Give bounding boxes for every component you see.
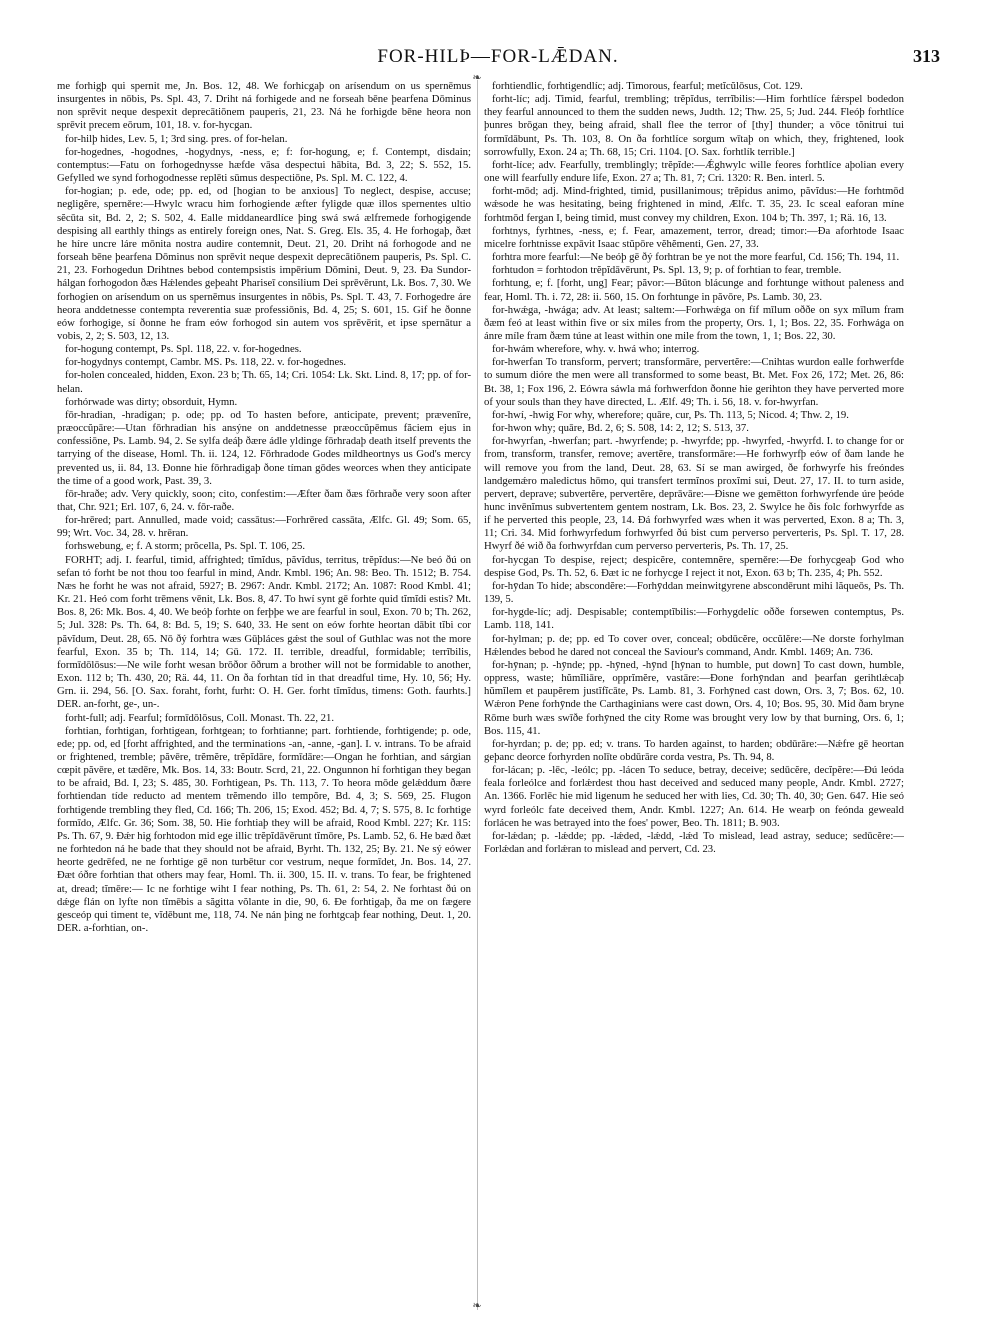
column-ornament-top-icon: ❧ — [472, 72, 482, 84]
dictionary-entry: for-hyrdan; p. de; pp. ed; v. trans. To harden against, to harden; obdūrāre:—Nǽfre gē heortan geþanc deorce forhyrden nolīte obdūrāre corda vestra, Ps. Th. 94, 8. — [484, 737, 904, 763]
dictionary-entry: for-hilþ hides, Lev. 5, 1; 3rd sing. pres. of for-helan. — [65, 132, 288, 145]
running-title: FOR-HILÞ—FOR-LǢDAN. — [377, 46, 619, 67]
dictionary-entry: forhtung, e; f. [forht, ung] Fear; păvor:—Būton blácunge and forhtunge without paleness and fear, Homl. Th. i. 72, 28: ii. 560, 15. On forhtunge in păvōre, Ps. Lamb. 30, 23. — [484, 277, 904, 303]
dictionary-entry: for-lǽdan; p. -lǽdde; pp. -lǽded, -lǽdd, -lǽd To mislead, lead astray, seduce; sedūcĕre:—Forlǽdan and forlǽran to mislead and pervert, Cd. 23. — [484, 829, 904, 856]
right-column — [484, 80, 904, 1320]
dictionary-entry: fōr-hraðe; adv. Very quickly, soon; cito, confestim:—Æfter ðam ðæs fōrhraðe very soon after that, Chr. 921; Erl. 107, 6, 24. v. fōr-raðe. — [57, 487, 471, 513]
dictionary-entry: forhtiendlic, forhtigendlíc; adj. Timorous, fearful; metĭcŭlōsus, Cot. 129. — [492, 80, 803, 92]
dictionary-entry: for-hwí, -hwig For why, wherefore; quāre, cur, Ps. Th. 113, 5; Nicod. 4; Thw. 2, 19. — [492, 408, 849, 421]
dictionary-entry: for-hogydnys contempt, Cambr. MS. Ps. 118, 22. v. for-hogednes. — [65, 356, 347, 369]
dictionary-entry: for-hwyrfan, -hwerfan; part. -hwyrfende; p. -hwyrfde; pp. -hwyrfed, -hwyrfd. I. to change for or from, transform, transfer, remove; avertĕre, transformāre:—He forhwyrfþ eów of ðam lande he will remove you from the land, Deut. 28, 63. Sí se man awirged, ðe forhwyrfe his freóndes landgemǽro maledictus hōmo, qui transfert termĭnos proxĭmi sui, Deut. 27, 17. II. to turn aside, pervert, deprave; subvertĕre, pervertĕre, deprāvāre:—Ðisne we gemētton forhwyrfende úre þeóde hunc invēnĭmus subvertentem gentem nostram, Lk. Bos. 23, 2. Swylce he ðis folc forhwyrfde as if he perverted this people, 23, 14. Ðá forhwyrfed wæs when it was perverted, Exon. 8 a; Th. 3, 11; Cri. 34. Mid forhwyrfedum forhwyrfed ðú bist cum perverso perverteris, Ps. Spl. T. 17, 28. Hwyrf ðé wið ða forhwyrfdan cum perverso perverteris, Ps. Th. 17, 25. — [484, 435, 904, 553]
dictionary-entry: for-hwon why; quāre, Bd. 2, 6; S. 508, 14: 2, 12; S. 513, 37. — [492, 422, 749, 435]
dictionary-entry: for-hycgan To despise, reject; despicĕre, contemnĕre, sperněre:—Ðe forhycgeaþ God who despise God, Ps. Th. 52, 6. Ðæt ic ne forhycge I reject it not, Exon. 63 b; Th. 235, 4; Ph. 552. — [484, 553, 904, 579]
dictionary-entry: for-hogednes, -hogodnes, -hogydnys, -ness, e; f: for-hogung, e; f. Contempt, disdain; contemptus:—Fatu on forhogednysse hæfde vāsa despectui hābita, Bd. 3, 22; S. 552, 15. Gefylled we synd forhogodnesse replēti sūmus despectiōne, Ps. Spl. M. C. 122, 4. — [57, 145, 471, 185]
dictionary-entry: forhtra more fearful:—Ne beóþ gē ðý forhtran be ye not the more fearful, Cd. 156; Th. 194, 11. — [492, 251, 900, 264]
dictionary-entry: FORHT; adj. I. fearful, timid, affrighted; tĭmĭdus, păvĭdus, territus, trĕpĭdus:—Ne beó ðú on sefan tó forht be not thou too fearful in mind, Andr. Kmbl. 196; An. 98: Beo. Th. 1512; B. 754. Næs he forht he was not afraid, 5927; B. 2967: Andr. Kmbl. 2172; An. 1087: Rood Kmbl. 41; Kr. 21. Heó com forht trēmens vēnit, Lk. Bos. 8, 47. To hwí synt gē forhte quid tĭmĭdi estis? Mt. Bos. 8, 26: Mk. Bos. 4, 40. We beóþ forhte on ferþþe we are fearful in soul, Exon. 70 b; Th. 262, 5; Jul. 328: Ps. Th. 64, 8: Bd. 5, 19; S. 640, 33. He sent on eów forhte heortan dābit tĭbi cor păvĭdum, Deut. 28, 65. Nō ðý forhtra wæs Gūþláces gǽst the soul of Guthlac was not the more fearful, Exon. 35 b; Th. 114, 14; Gū. 172. II. terrible, dreadful, formidable; terrĭbilis, formīdōlōsus:—Ne wile forht wesan brōðor ōðrum a brother will not be formidable to another, Exon. 112 b; Th. 430, 20; Rä. 44, 11. On ða forhtan tíd in that dreadful time, Hy. 10, 56; Hy. Grn. ii. 294, 56. [O. Sax. foraht, forht, furht: O. H. Ger. forht tĭmĭdus, timens: Goth. faurhts.] DER. an-forht, ge-, un-. — [57, 553, 471, 711]
dictionary-entry: for-hogian; p. ede, ode; pp. ed, od [hogian to be anxious] To neglect, despise, accuse; negligĕre, sperněre:—Hwylc wracu him forhogiende æfter fyligde quæ illos spernentes ultio sĕcūta sit, Bd. 2, 2; S. 502, 4. Ealle middaneardlíce þing swá swá ælfremede forhogigende despising all earthly things as entirely foreign ones, Nat. S. Greg. Els. 35, 4. He forhogaþ, ðæt he híre uncre láre mōnita nostra audire contemnit, Deut. 21, 20. Driht ná forhogode and ne forseah bēne þearfena Dōminus non sprēvit neque despexit deprecātiōnem pauperis, Ps. Spl. C. 21, 23. Forhogedun Drihtnes bebod contempsistis impērium Dōmini, Deut. 9, 23. Ða Sundor-hálgan forhogodon ðæs Hǽlendes geþeaht Phariseī consilium Dei sprēvērunt, Lk. Bos. 7, 30. We forhogien on arísendum on us spernēmus insurgentes in nōbis, Ps. Spl. T. 43, 7. Forhogedre áre heora anddetnesse contempta reverentia suæ professiōnis, Bd. 4, 25; S. 601, 15. Gif he ðonne eów forhogige, sí ðonne he fram eów forhogod sin autem vos sprēvērit, et ipse spernātur a vobis, 2, 2; S. 503, 12, 13. — [57, 185, 471, 342]
dictionary-entry: for-hȳdan To hide; abscondĕre:—Forhȳddan meinwitgyrene abscondērunt mihi lăqueōs, Ps. Th. 139, 5. — [484, 579, 904, 606]
dictionary-entry: forht-líce; adv. Fearfully, tremblingly; trĕpĭde:—Ǽghwylc wille feores forhtlíce aþolian every one will fearfully endure life, Exon. 27 a; Th. 81, 7; Cri. 1320: R. Ben. interl. 5. — [484, 158, 904, 185]
dictionary-entry: forht-full; adj. Fearful; formīdōlōsus, Coll. Monast. Th. 22, 21. — [65, 711, 335, 724]
dictionary-entry: for-hwerfan To transform, pervert; transformāre, pervertĕre:—Cnihtas wurdon ealle forhwerfde to sumum dióre the men were all transformed to some beast, Bt. Met. Fox 26, 172; Met. 26, 86: Bt. 38, 1; Fox 196, 2. Eówra sáwla má forhwerfdon ðonne hie gerihton they have perverted more of your souls than they have directed, L. Ælf. 49; Th. i. 56, 18. v. for-hwyrfan. — [484, 356, 904, 408]
dictionary-entry: me forhigþ qui spernit me, Jn. Bos. 12, 48. We forhicgaþ on arísendum on us spernēmus insurgentes in nōbis, Ps. Spl. 43, 7. Driht ná forhigede and ne forseah bēne þearfena Dōminus non sprēvit neque despexit deprecātiōnem pauperis, 21, 23. Ná he forhigde bēne heora non sprēvit precem eōrum, 101, 18. v. for-hycgan. — [57, 80, 471, 132]
column-divider — [477, 80, 478, 1310]
dictionary-entry: for-hylman; p. de; pp. ed To cover over, conceal; obdūcĕre, occŭlĕre:—Ne dorste forhylman Hǽlendes bebod he dared not conceal the Saviour's command, Andr. Kmbl. 1469; An. 736. — [484, 632, 904, 658]
dictionary-entry: forhswebung, e; f. A storm; prŏcella, Ps. Spl. T. 106, 25. — [65, 540, 306, 553]
dictionary-entry: for-holen concealed, hidden, Exon. 23 b; Th. 65, 14; Cri. 1054: Lk. Skt. Lind. 8, 17; pp. of for-helan. — [57, 369, 471, 395]
dictionary-entry: for-lácan; p. -lēc, -leólc; pp. -lácen To seduce, betray, deceive; sedūcĕre, decĭpĕre:—Ðú leóda feala forleólce and forlǽrdest thou hast deceived and seduced many people, Andr. Kmbl. 2727; An. 1366. Forlēc hie mid ligenum he seduced her with lies, Cd. 30; Th. 40, 30; Gen. 647. Hie seó wyrd forleólc fate deceived them, Andr. Kmbl. 1227; An. 614. He wearþ on feónda geweald forlácen he was betrayed into the foes' power, Beo. Th. 1811; B. 903. — [484, 764, 904, 829]
dictionary-entry: forht-mōd; adj. Mind-frighted, timid, pusillanimous; trĕpidus animo, păvĭdus:—He forhtmōd wǽsode he was hesitating, being frightened in mind, Ælfc. T. 35, 23. Ic sceal eaforan míne forhtmōd fergan I, being timid, must convey my children, Exon. 104 b; Th. 397, 1; Rä. 16, 13. — [484, 185, 904, 224]
dictionary-entry: for-hwám wherefore, why. v. hwá who; interrog. — [492, 343, 700, 356]
dictionary-entry: forht-líc; adj. Timid, fearful, trembling; trĕpĭdus, terrĭbilis:—Him forhtlíce fǽrspel bodedon they fearful announced to them the sudden news, Judth. 12; Thw. 25, 5; Jud. 244. Fleóþ forhtlíce þunres brōgan they, being afraid, shall flee the terror of [thy] thunder; a vōce tŏnitrui tui formīdābunt, Ps. Th. 103, 8. On ða forhtlíce sorgum wītaþ on which, they, frightened, look sorrowfully, Exon. 24 a; Th. 68, 15; Cri. 1104. [O. Sax. forhtlík terrible.] — [484, 93, 904, 158]
dictionary-entry: forhtudon = forhtodon trĕpĭdāvērunt, Ps. Spl. 13, 9; p. of forhtian to fear, tremble. — [492, 264, 842, 277]
column-ornament-bottom-icon: ❧ — [472, 1300, 482, 1312]
dictionary-entry: for-hȳnan; p. -hȳnde; pp. -hȳned, -hȳnd [hȳnan to humble, put down] To cast down, humble, oppress, waste; hŭmĭliāre, opprĭmĕre, vastāre:—Ðone forhȳndan and þearfan gerihtlǽcaþ hŭmĭlem et paupĕrem justĭfĭcāte, Ps. Lamb. 81, 3. Forhȳned cast down, Ors. 3, 7; Bos. 62, 10. Wǽron Pene forhȳnde the Carthaginians were cast down, Ors. 4, 10; Bos. 95, 30. Mid ðam bryne Rōme burh wæs swīðe forhȳned the city Rome was brought very low by that burning, Ors. 6, 1; Bos. 115, 41. — [484, 658, 904, 737]
dictionary-entry: forhórwade was dirty; obsorduit, Hymn. — [65, 395, 238, 408]
dictionary-entry: for-hrēred; part. Annulled, made void; cassātus:—Forhrēred cassāta, Ælfc. Gl. 49; Som. 65, 99; Wrt. Voc. 34, 28. v. hrēran. — [57, 514, 471, 540]
dictionary-entry: for-hygde-líc; adj. Despisable; contemptĭbilis:—Forhygdelíc oððe forsewen contemptus, Ps. Lamb. 118, 141. — [484, 606, 904, 632]
page-number: 313 — [913, 46, 940, 66]
left-column — [57, 80, 471, 1320]
dictionary-entry: for-hwǽga, -hwága; adv. At least; saltem:—Forhwǽga on fíf mīlum oððe on syx mīlum fram ðæm feó at least within five or six miles from the property, Ors. 1, 1; Bos. 22, 35. Forhwága on ánre míle fram ðæm túne at least within one mile from the town, 1, 1; Bos. 22, 30. — [484, 303, 904, 342]
dictionary-entry: fōr-hradian, -hradigan; p. ode; pp. od To hasten before, anticipate, prevent; prævenīre, præoccŭpāre:—Utan fōrhradian his ansýne on anddetnesse præoccŭpēmus făciem ejus in confessiōne, Ps. Lamb. 94, 2. Se sylfa deáþ ðære ádle yldinge fōrhradaþ death itself prevents the tarrying of the disease, Homl. Th. ii. 124, 12. Fōrhradode Godes mildheortnys us God's mercy prevented us, ii. 84, 13. Ðonne hie fōrhradigaþ ðone tíman gōdes weorces when they anticipate the time of a good work, Past. 39, 3. — [57, 408, 471, 487]
dictionary-entry: for-hogung contempt, Ps. Spl. 118, 22. v. for-hogednes. — [65, 343, 302, 356]
page-header — [56, 46, 940, 74]
dictionary-entry: forhtnys, fyrhtnes, -ness, e; f. Fear, amazement, terror, dread; timor:—Ða aforhtode Isaac micelre forhtnisse expāvit Isaac stŭpōre vĕhĕmenti, Gen. 27, 33. — [484, 224, 904, 250]
dictionary-entry: forhtian, forhtigan, forhtigean, forhtgean; to forhtianne; part. forhtiende, forhtigende; p. ode, ede; pp. od, ed [forht affrighted, and the terminations -an, -anne, -gan]. I. v. intrans. To be afraid or frightened, tremble; păvēre, trĕmĕre, trĕpĭdāre, formīdāre:—Ongan he forhtian, and sárgian cœpit păvēre, et tædēre, Mk. Bos. 14, 33: Boutr. Scrd, 21, 22. Ongunnon hí forhtigan they began to be afraid, Bd. I, 23; S. 485, 30. Forhtigean, Ps. Th. 113, 7. To heora mōde gelǽddum ðære forhtiendan tíde reducto ad mentem trĕmendo illo tempŏre, Bd. 4, 3; S. 569, 25. Flugon forhtigende trembling they fled, Cd. 166; Th. 206, 15; Exod. 452; Bd. 4, 7; S. 575, 8. Ic forhtige formīdo, Ælfc. Gr. 36; Som. 38, 50. Hie forhtiaþ they will be afraid, Rood Kmbl. 227; Kr. 115: Ps. Th. 67, 9. Ðǽr hig forhtodon mid ege illic trĕpĭdāvērunt tĭmōre, Ps. Lamb. 52, 6. He bæd ðæt ne forhtedon ná he bade that they should not be afraid, Byrht. Th. 132, 25; By. 21. Ne sý eówer heorte gedrēfed, ne ne forhtige gē non turbētur cor vestrum, neque formīdet, Jn. Bos. 14, 27. Ðæt óðre forhtian that others may fear, Homl. Th. ii. 300, 15. II. v. trans. To fear, be frightened at, dread; tĭmēre:— Ic ne forhtige wiht I fear nothing, Ps. Th. 61, 2: 54, 2. Ne forhtast ðú on dǽge flán on lyfte non tĭmēbis a săgitta vŏlante in die, 90, 6. Ðe forhtigaþ, ða me on fægere gesceóp qui timent te, vĭdēbunt me, 118, 74. Ne nán þing ne forhtgcaþ fear nothing, Deut. 1, 20. DER. a-forhtian, on-. — [57, 724, 471, 934]
